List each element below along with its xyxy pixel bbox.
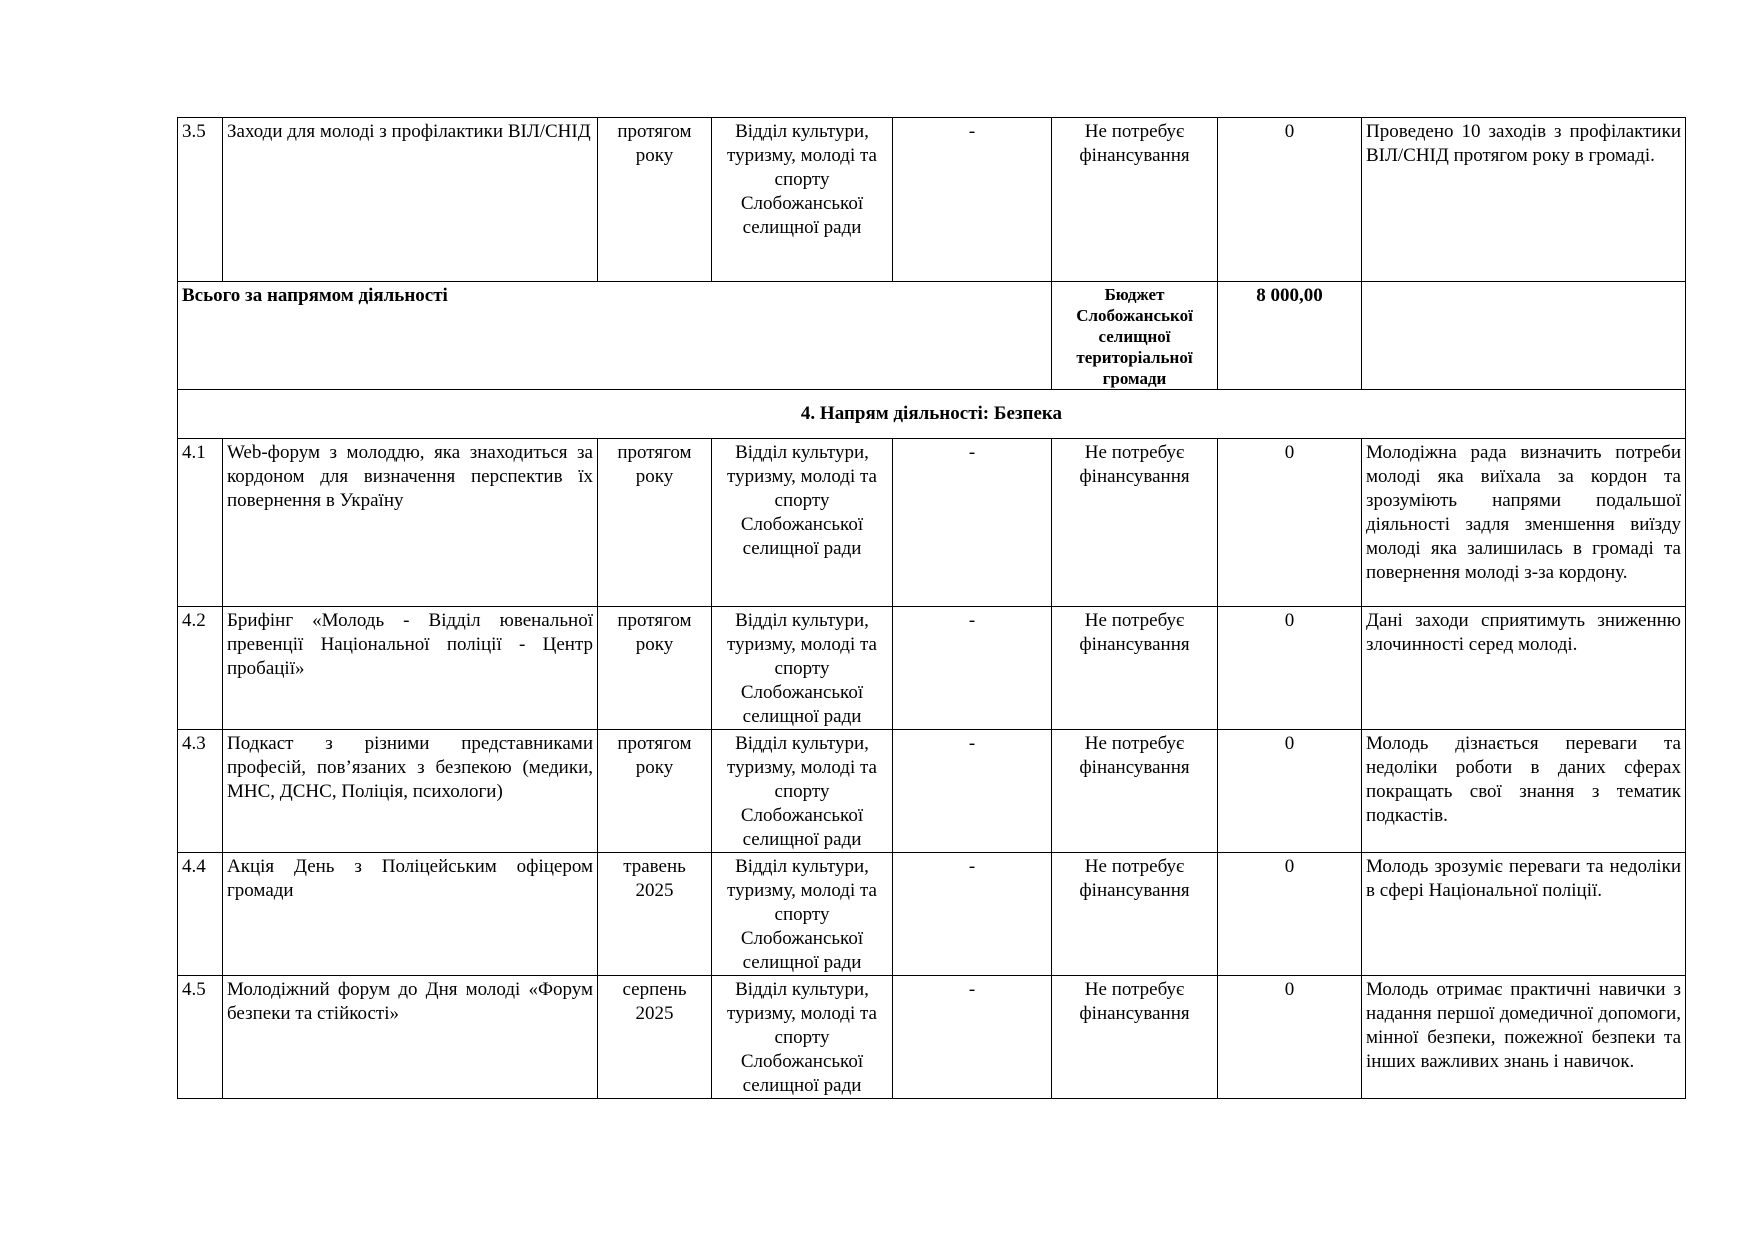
activity-sum: 0 [1218, 439, 1362, 607]
table-row [178, 976, 1686, 1099]
activity-name: Подкаст з різними представниками професій, пов’язаних з безпекою (медики, МНС, ДСНС, Поліція, психологи) [223, 730, 598, 853]
activity-executor: Відділ культури, туризму, молоді та спорту Слобожанської селищної ради [712, 976, 893, 1099]
activity-executor: Відділ культури, туризму, молоді та спорту Слобожанської селищної ради [712, 853, 893, 976]
row-number: 4.2 [178, 607, 223, 730]
activity-term: протягом року [598, 118, 712, 282]
plan-table [177, 117, 1686, 1099]
activity-sum: 0 [1218, 607, 1362, 730]
activity-executor: Відділ культури, туризму, молоді та спорту Слобожанської селищної ради [712, 607, 893, 730]
activity-sum: 0 [1218, 118, 1362, 282]
activity-source: - [893, 439, 1052, 607]
activity-financing: Не потребує фінансування [1052, 853, 1218, 976]
total-result-empty [1362, 282, 1686, 390]
activity-name: Заходи для молоді з профілактики ВІЛ/СНІД [223, 118, 598, 282]
table-row [178, 439, 1686, 607]
section-header-row [178, 390, 1686, 439]
table-row [178, 730, 1686, 853]
row-number: 4.3 [178, 730, 223, 853]
row-number: 4.1 [178, 439, 223, 607]
activity-result: Молодіжна рада визначить потреби молоді яка виїхала за кордон та зрозуміють напрями подальшої діяльності задля зменшення виїзду молоді яка залишилась в громаді та повернення молоді з-за кордону. [1362, 439, 1686, 607]
activity-term: протягом року [598, 607, 712, 730]
activity-name: Молодіжний форум до Дня молоді «Форум безпеки та стійкості» [223, 976, 598, 1099]
total-row [178, 282, 1686, 390]
total-label: Всього за напрямом діяльності [178, 282, 1052, 390]
activity-sum: 0 [1218, 853, 1362, 976]
activity-name: Web-форум з молоддю, яка знаходиться за кордоном для визначення перспектив їх повернення в Україну [223, 439, 598, 607]
activity-executor: Відділ культури, туризму, молоді та спорту Слобожанської селищної ради [712, 439, 893, 607]
table-row [178, 853, 1686, 976]
activity-sum: 0 [1218, 730, 1362, 853]
section-title: 4. Напрям діяльності: Безпека [178, 390, 1686, 439]
activity-source: - [893, 607, 1052, 730]
activity-name: Акція День з Поліцейським офіцером громади [223, 853, 598, 976]
activity-result: Проведено 10 заходів з профілактики ВІЛ/СНІД протягом року в громаді. [1362, 118, 1686, 282]
activity-result: Дані заходи сприятимуть зниженню злочинності серед молоді. [1362, 607, 1686, 730]
activity-source: - [893, 976, 1052, 1099]
activity-executor: Відділ культури, туризму, молоді та спорту Слобожанської селищної ради [712, 730, 893, 853]
row-number: 4.5 [178, 976, 223, 1099]
activity-term: протягом року [598, 439, 712, 607]
activity-source: - [893, 853, 1052, 976]
activity-financing: Не потребує фінансування [1052, 730, 1218, 853]
activity-result: Молодь дізнається переваги та недоліки роботи в даних сферах покращать свої знання з тематик подкастів. [1362, 730, 1686, 853]
row-number: 3.5 [178, 118, 223, 282]
activity-term: протягом року [598, 730, 712, 853]
table-row [178, 607, 1686, 730]
row-number: 4.4 [178, 853, 223, 976]
activity-source: - [893, 730, 1052, 853]
activity-financing: Не потребує фінансування [1052, 118, 1218, 282]
table-row [178, 118, 1686, 282]
activity-sum: 0 [1218, 976, 1362, 1099]
activity-result: Молодь зрозуміє переваги та недоліки в сфері Національної поліції. [1362, 853, 1686, 976]
total-sum: 8 000,00 [1218, 282, 1362, 390]
activity-financing: Не потребує фінансування [1052, 976, 1218, 1099]
total-financing: Бюджет Слобожанської селищної територіальної громади [1052, 282, 1218, 390]
activity-term: серпень 2025 [598, 976, 712, 1099]
activity-result: Молодь отримає практичні навички з надання першої домедичної допомоги, мінної безпеки, пожежної безпеки та інших важливих знань і навичок. [1362, 976, 1686, 1099]
activity-term: травень 2025 [598, 853, 712, 976]
activity-name: Брифінг «Молодь - Відділ ювенальної превенції Національної поліції - Центр пробації» [223, 607, 598, 730]
activity-financing: Не потребує фінансування [1052, 439, 1218, 607]
activity-source: - [893, 118, 1052, 282]
activity-executor: Відділ культури, туризму, молоді та спорту Слобожанської селищної ради [712, 118, 893, 282]
activity-financing: Не потребує фінансування [1052, 607, 1218, 730]
